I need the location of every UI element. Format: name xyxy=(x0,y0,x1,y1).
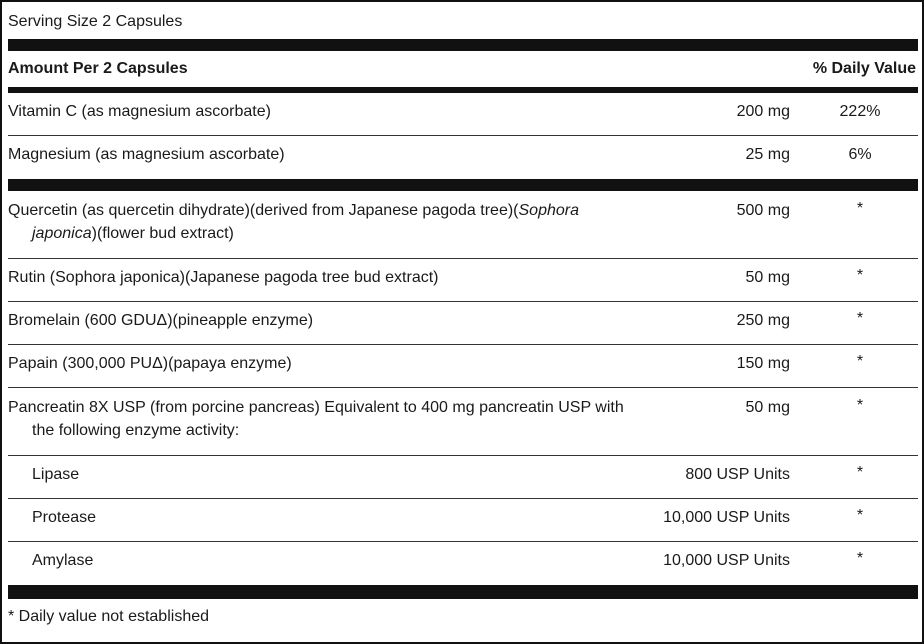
ingredient-daily-value: * xyxy=(856,310,864,327)
ingredient-amount: 50 mg xyxy=(745,399,790,416)
enzyme-name: Amylase xyxy=(32,552,94,569)
ingredient-amount: 500 mg xyxy=(736,202,790,219)
ingredient-name-continued: the following enzyme activity: xyxy=(32,422,240,439)
nutrient-name: Magnesium (as magnesium ascorbate) xyxy=(8,146,285,163)
enzyme-daily-value: * xyxy=(856,464,864,481)
thick-divider xyxy=(8,585,918,599)
enzyme-name: Lipase xyxy=(32,466,80,483)
nutrient-name: Vitamin C (as magnesium ascorbate) xyxy=(8,103,271,120)
ingredient-name: Rutin (Sophora japonica)(Japanese pagoda tree bud extract) xyxy=(8,269,439,286)
thick-divider xyxy=(8,39,918,51)
row-divider xyxy=(8,301,918,302)
row-divider xyxy=(8,135,918,136)
thick-divider xyxy=(8,179,918,191)
ingredient-daily-value: * xyxy=(856,397,864,414)
enzyme-daily-value: * xyxy=(856,550,864,567)
ingredient-name-continued: japonica)(flower bud extract) xyxy=(32,225,234,242)
row-divider xyxy=(8,258,918,259)
ingredient-daily-value: * xyxy=(856,353,864,370)
enzyme-amount: 800 USP Units xyxy=(685,466,790,483)
ingredient-amount: 250 mg xyxy=(736,312,790,329)
ingredient-name: Bromelain (600 GDUΔ)(pineapple enzyme) xyxy=(8,312,314,329)
ingredient-name: Pancreatin 8X USP (from porcine pancreas) Equivalent to 400 mg pancreatin USP with xyxy=(8,399,624,416)
nutrient-daily-value: 222% xyxy=(839,103,881,120)
nutrient-amount: 25 mg xyxy=(745,146,790,163)
row-divider xyxy=(8,541,918,542)
row-divider xyxy=(8,387,918,388)
ingredient-name: Papain (300,000 PUΔ)(papaya enzyme) xyxy=(8,355,292,372)
row-divider xyxy=(8,344,918,345)
enzyme-amount: 10,000 USP Units xyxy=(663,552,790,569)
ingredient-daily-value: * xyxy=(856,200,864,217)
nutrient-daily-value: 6% xyxy=(848,146,872,163)
row-divider xyxy=(8,498,918,499)
daily-value-header: % Daily Value xyxy=(812,60,916,77)
ingredient-amount: 50 mg xyxy=(745,269,790,286)
row-divider xyxy=(8,455,918,456)
enzyme-daily-value: * xyxy=(856,507,864,524)
enzyme-amount: 10,000 USP Units xyxy=(663,509,790,526)
nutrient-amount: 200 mg xyxy=(736,103,790,120)
medium-divider xyxy=(8,87,918,93)
ingredient-name: Quercetin (as quercetin dihydrate)(derived from Japanese pagoda tree)(Sophora xyxy=(8,202,579,219)
amount-per-header: Amount Per 2 Capsules xyxy=(8,60,188,77)
enzyme-name: Protease xyxy=(32,509,97,526)
serving-size: Serving Size 2 Capsules xyxy=(8,13,183,30)
ingredient-daily-value: * xyxy=(856,267,864,284)
ingredient-amount: 150 mg xyxy=(736,355,790,372)
footnote: * Daily value not established xyxy=(8,608,210,625)
